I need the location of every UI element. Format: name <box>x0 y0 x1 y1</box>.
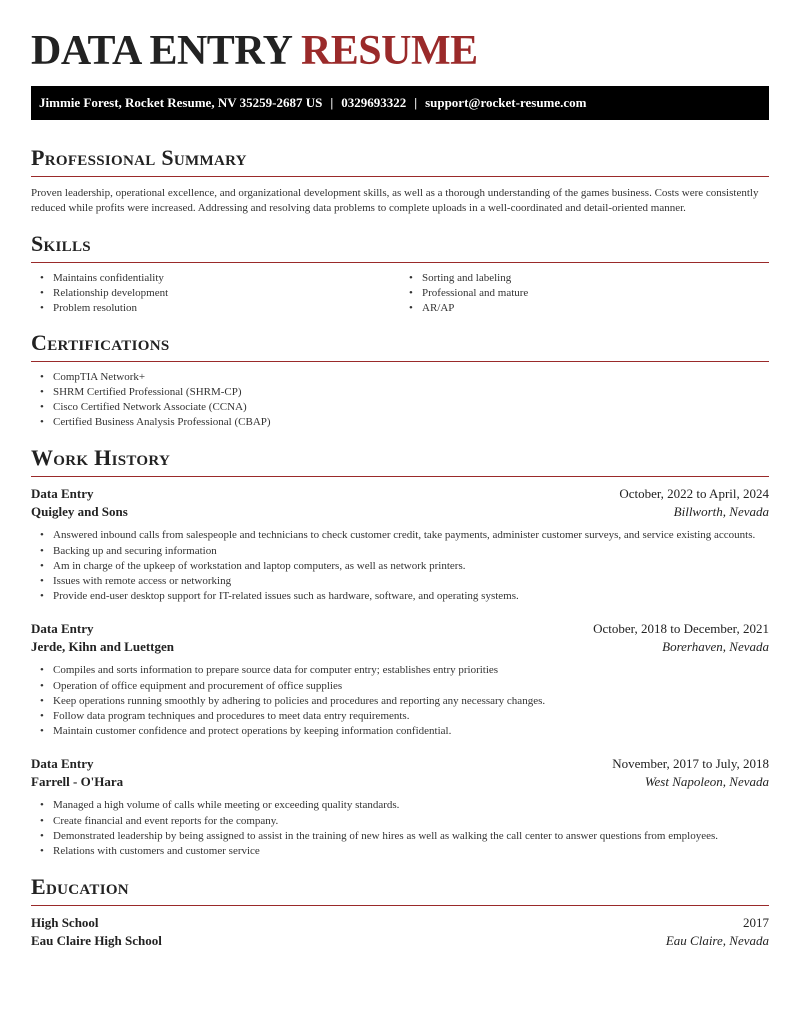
job-company: Farrell - O'Hara <box>31 774 124 790</box>
job-header-row <box>31 486 769 502</box>
title-accent: RESUME <box>300 28 478 74</box>
job-duty: • Backing up and securing information <box>53 544 769 559</box>
skills-list-right <box>400 271 769 317</box>
education-school: Eau Claire High School <box>31 933 162 949</box>
certification-item: • CompTIA Network+ <box>53 370 769 385</box>
education-school-row <box>31 933 769 949</box>
job-entry <box>31 621 769 739</box>
job-duties-list <box>31 663 769 739</box>
contact-email[interactable]: support@rocket-resume.com <box>425 95 587 110</box>
job-location: West Napoleon, Nevada <box>644 774 769 790</box>
job-entry <box>31 756 769 859</box>
certification-item: • Cisco Certified Network Associate (CCNA) <box>53 400 769 415</box>
resume-title <box>31 0 769 73</box>
job-dates: November, 2017 to July, 2018 <box>612 756 769 772</box>
job-duty: • Keep operations running smoothly by adhering to policies and procedures and reporting any necessary changes. <box>53 694 769 709</box>
job-duty: • Relations with customers and customer service <box>53 844 769 859</box>
job-duty: • Issues with remote access or networking <box>53 574 769 589</box>
job-title: Data Entry <box>31 756 94 772</box>
job-duties-list <box>31 528 769 604</box>
education-year: 2017 <box>743 915 769 931</box>
job-title: Data Entry <box>31 621 94 637</box>
work-heading: Work History <box>31 445 171 471</box>
skill-item: • Problem resolution <box>53 301 400 316</box>
certifications-heading: Certifications <box>31 329 170 355</box>
section-divider <box>31 361 769 362</box>
contact-phone[interactable]: 0329693322 <box>341 95 407 110</box>
job-location: Billworth, Nevada <box>673 504 769 520</box>
education-header-row <box>31 915 769 931</box>
job-duty: • Provide end-user desktop support for IT-related issues such as hardware, software, and operating systems. <box>53 589 769 604</box>
job-duty: • Follow data program techniques and procedures to meet data entry requirements. <box>53 709 769 724</box>
contact-name-address: Jimmie Forest, Rocket Resume, NV 35259-2687 US <box>39 95 323 110</box>
certification-item: • SHRM Certified Professional (SHRM-CP) <box>53 385 769 400</box>
education-heading: Education <box>31 874 129 900</box>
skill-item: • Maintains confidentiality <box>53 271 400 286</box>
resume-content <box>31 0 769 949</box>
skill-item: • Sorting and labeling <box>422 271 769 286</box>
contact-bar <box>31 86 769 120</box>
contact-separator: | <box>414 95 418 110</box>
job-duty: • Managed a high volume of calls while meeting or exceeding quality standards. <box>53 798 769 813</box>
section-divider <box>31 905 769 906</box>
skills-list-left <box>31 271 400 317</box>
education-degree: High School <box>31 915 99 931</box>
education-location: Eau Claire, Nevada <box>665 933 769 949</box>
certifications-section <box>31 330 769 431</box>
section-divider <box>31 176 769 177</box>
job-company-row <box>31 504 769 520</box>
job-duty: • Answered inbound calls from salespeople and technicians to check customer credit, take payments, administer customer surveys, and service existing accounts. <box>53 528 769 543</box>
job-header-row <box>31 756 769 772</box>
job-dates: October, 2018 to December, 2021 <box>593 621 769 637</box>
skills-section <box>31 231 769 317</box>
job-header-row <box>31 621 769 637</box>
certification-item: • Certified Business Analysis Professional (CBAP) <box>53 415 769 430</box>
job-duty: • Compiles and sorts information to prepare source data for computer entry; establishes entry priorities <box>53 663 769 678</box>
summary-text: Proven leadership, operational excellence, and organizational development skills, as well as a thorough understanding of the games business. Costs were consistently reduced while profits were increased. Addressing and resolving data problems to complete uploads in a well-coordinated and detail-oriented manner. <box>31 187 759 214</box>
skills-heading: Skills <box>31 231 91 256</box>
education-section <box>31 874 769 949</box>
summary-heading: Professional Summary <box>31 145 247 170</box>
job-duty: • Operation of office equipment and procurement of office supplies <box>53 679 769 694</box>
section-divider <box>31 262 769 263</box>
job-duty: • Create financial and event reports for the company. <box>53 814 769 829</box>
job-company: Jerde, Kihn and Luettgen <box>31 639 175 655</box>
job-dates: October, 2022 to April, 2024 <box>619 486 769 502</box>
job-duty: • Maintain customer confidence and protect operations by keeping information confidential. <box>53 724 769 739</box>
job-company-row <box>31 774 769 790</box>
skill-item: • Professional and mature <box>422 286 769 301</box>
education-entry <box>31 915 769 949</box>
skills-grid <box>31 271 769 317</box>
skill-item: • AR/AP <box>422 301 769 316</box>
work-section <box>31 445 769 859</box>
title-main: DATA ENTRY <box>31 28 291 74</box>
skill-item: • Relationship development <box>53 286 400 301</box>
section-divider <box>31 476 769 477</box>
job-location: Borerhaven, Nevada <box>662 639 769 655</box>
job-company: Quigley and Sons <box>31 504 128 520</box>
certifications-list <box>31 370 769 431</box>
job-duties-list <box>31 798 769 859</box>
job-entry <box>31 486 769 604</box>
job-company-row <box>31 639 769 655</box>
job-title: Data Entry <box>31 486 94 502</box>
job-duty: • Am in charge of the upkeep of workstation and laptop computers, as well as network printers. <box>53 559 769 574</box>
summary-section <box>31 145 769 216</box>
job-duty: • Demonstrated leadership by being assigned to assist in the training of new hires as well as walking the call center to answer questions from employees. <box>53 829 769 844</box>
contact-separator: | <box>330 95 334 110</box>
